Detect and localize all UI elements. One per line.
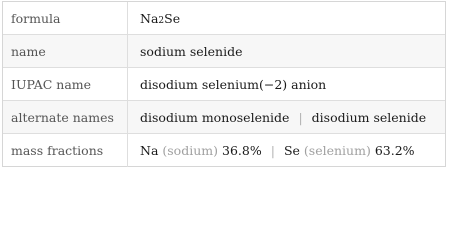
table-row-name [3,35,445,68]
fraction-element-se: (selenium) [303,143,371,158]
table-row-mass-fractions [3,134,445,167]
table-row-alternate-names [3,101,445,134]
name-value: sodium selenide [140,43,243,59]
formula-value [129,2,445,34]
table-row-formula [3,2,445,35]
formula-subscript: 2 [158,16,165,26]
row-label-mass-fractions: mass fractions [3,134,128,167]
row-label-iupac-name: IUPAC name [3,68,128,100]
alternate-name-1: disodium monoselenide [140,109,290,125]
alternate-names-value [129,101,445,133]
row-label-alternate-names: alternate names [3,101,128,133]
alternate-name-2: disodium selenide [311,109,427,125]
fraction-symbol-se: Se [283,143,300,158]
mass-fractions-value [129,134,445,167]
row-label-formula: formula [3,2,128,34]
iupac-name-value: disodium selenium(−2) anion [140,76,327,92]
table-row-iupac-name [3,68,445,101]
fraction-percent-na: 36.8% [222,143,262,158]
fraction-symbol-na: Na [140,143,159,158]
alternate-names-separator: | [298,109,303,125]
properties-table [2,1,446,167]
fraction-percent-se: 63.2% [374,143,415,158]
fraction-element-na: (sodium) [162,143,218,158]
formula-suffix: Se [164,10,181,26]
formula-prefix: Na [140,10,159,26]
mass-fractions-separator: | [270,143,275,158]
row-label-name: name [3,35,128,67]
